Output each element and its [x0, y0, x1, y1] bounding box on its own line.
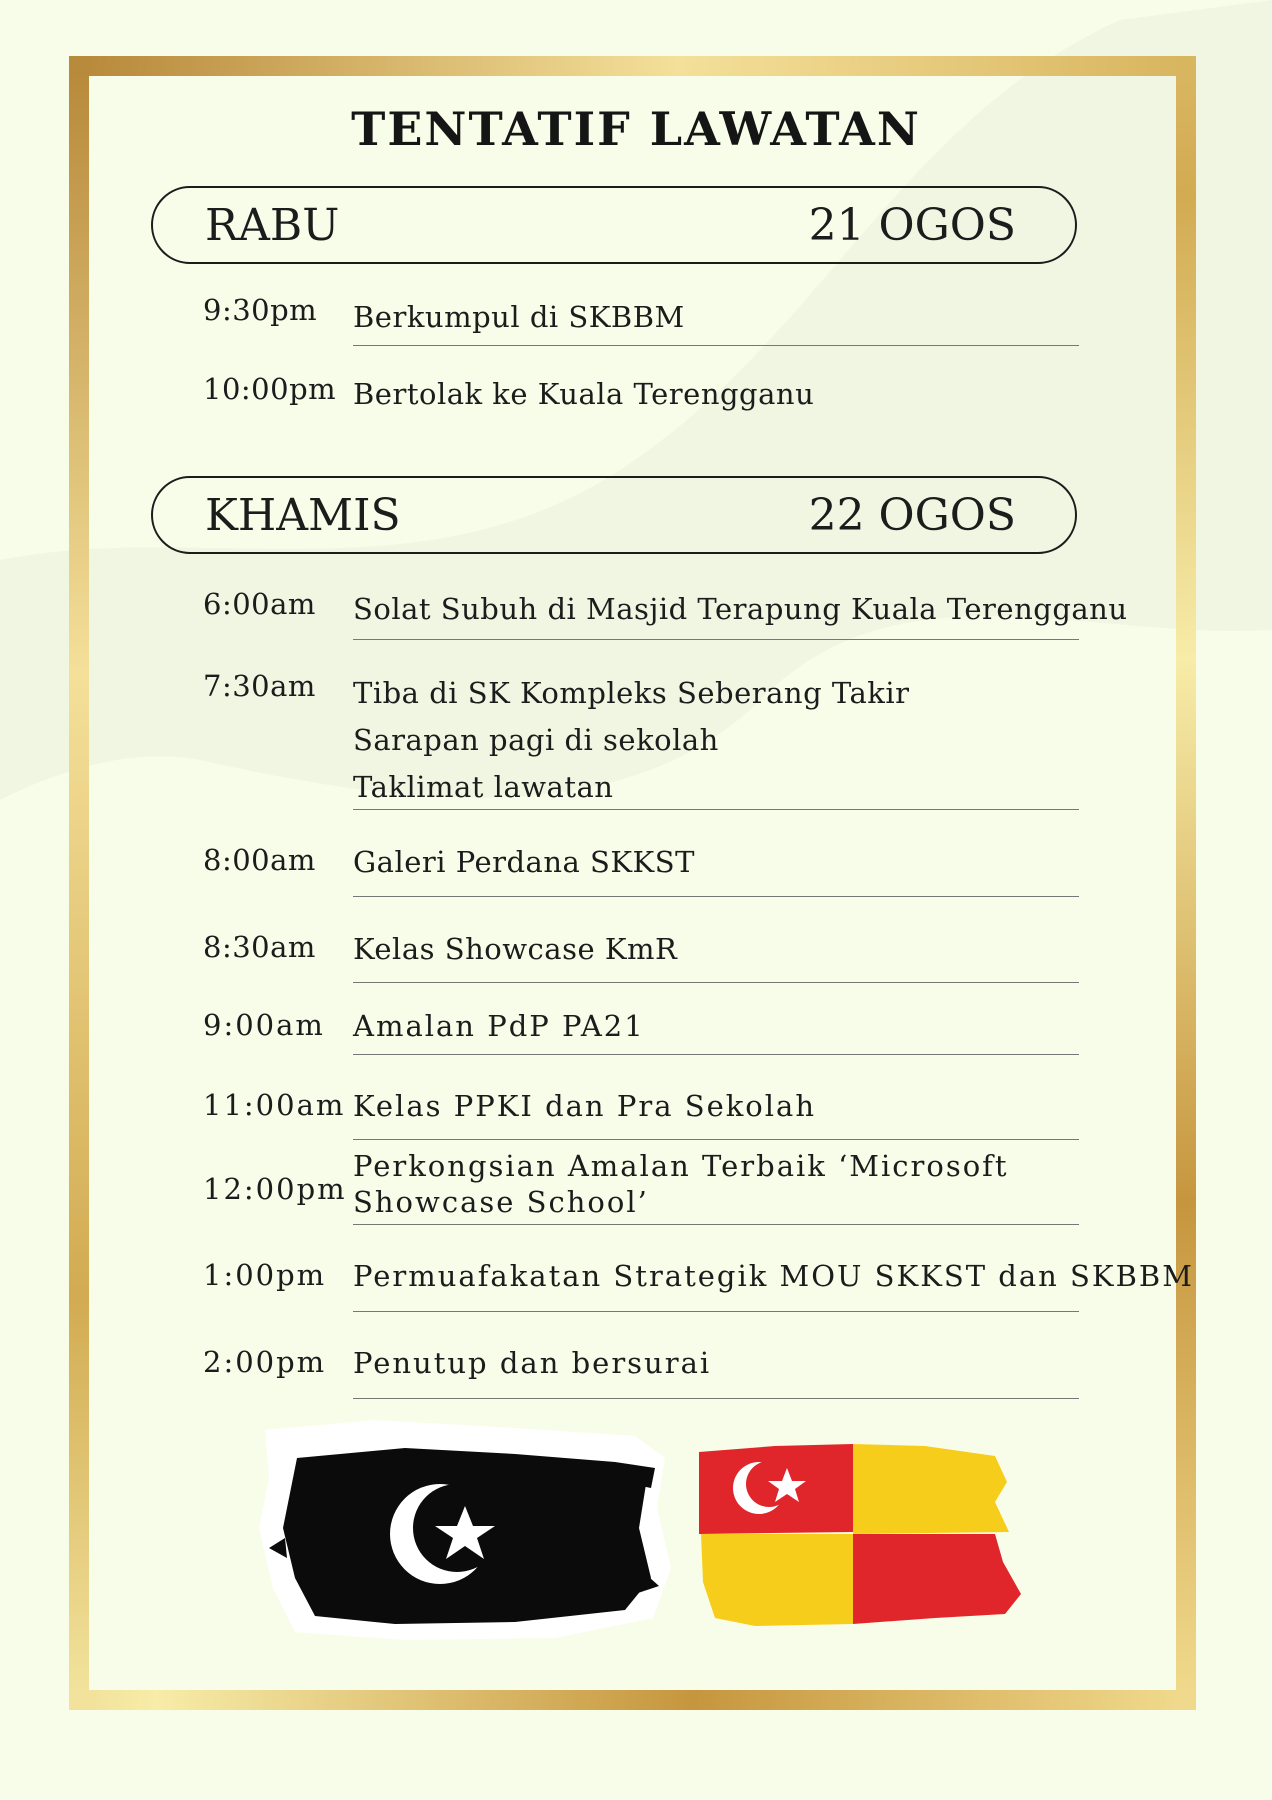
item-activity — [353, 670, 1093, 811]
item-activity — [353, 926, 1093, 973]
activity-line: Kelas PPKI dan Pra Sekolah — [353, 1089, 817, 1123]
activity-line: Berkumpul di SKBBM — [353, 300, 685, 334]
divider — [353, 1224, 1079, 1225]
item-activity — [353, 1345, 1093, 1381]
divider — [353, 1311, 1079, 1312]
item-activity — [353, 294, 1093, 341]
item-time: 7:30am — [203, 669, 316, 703]
item-time: 12:00pm — [203, 1172, 347, 1206]
selangor-flag-image — [695, 1442, 1027, 1628]
divider — [353, 982, 1079, 983]
item-activity — [353, 1008, 1093, 1044]
item-activity — [353, 1088, 1093, 1124]
divider — [353, 896, 1079, 897]
activity-line: Sarapan pagi di sekolah — [353, 723, 719, 757]
item-time: 10:00pm — [203, 372, 337, 406]
day-name: KHAMIS — [205, 489, 401, 541]
item-time: 1:00pm — [203, 1258, 327, 1292]
item-time: 9:30pm — [203, 293, 318, 327]
item-time: 9:00am — [203, 1008, 325, 1042]
divider — [353, 1139, 1079, 1140]
activity-line: Kelas Showcase KmR — [353, 932, 678, 966]
day-header-khamis — [151, 476, 1077, 554]
activity-line: Taklimat lawatan — [353, 770, 614, 804]
activity-line: Perkongsian Amalan Terbaik ‘Microsoft — [353, 1149, 1009, 1183]
item-time: 2:00pm — [203, 1345, 327, 1379]
item-time: 8:00am — [203, 843, 316, 877]
page-title: TENTATIF LAWATAN — [351, 102, 921, 156]
item-activity — [353, 1258, 1194, 1294]
terengganu-flag-image — [255, 1418, 675, 1644]
activity-line: Showcase School’ — [353, 1185, 649, 1219]
divider — [353, 809, 1079, 810]
activity-line: Amalan PdP PA21 — [353, 1009, 645, 1043]
activity-line: Bertolak ke Kuala Terengganu — [353, 377, 815, 411]
day-date: 22 OGOS — [808, 489, 1016, 541]
item-time: 11:00am — [203, 1088, 346, 1122]
item-time: 8:30am — [203, 930, 316, 964]
divider — [353, 639, 1079, 640]
item-activity — [353, 371, 1093, 418]
activity-line: Galeri Perdana SKKST — [353, 845, 695, 879]
divider — [353, 1398, 1079, 1399]
day-name: RABU — [205, 199, 340, 251]
divider — [353, 1054, 1079, 1055]
day-header-rabu — [151, 186, 1077, 264]
divider — [353, 345, 1079, 346]
item-time: 6:00am — [203, 587, 316, 621]
activity-line: Penutup dan bersurai — [353, 1346, 712, 1380]
activity-line: Permuafakatan Strategik MOU SKKST dan SKBBM — [353, 1259, 1194, 1293]
item-activity — [353, 586, 1128, 633]
activity-line: Tiba di SK Kompleks Seberang Takir — [353, 676, 910, 710]
item-activity — [353, 839, 1093, 886]
activity-line: Solat Subuh di Masjid Terapung Kuala Terengganu — [353, 592, 1128, 626]
item-activity — [353, 1148, 1093, 1220]
day-date: 21 OGOS — [808, 199, 1016, 251]
